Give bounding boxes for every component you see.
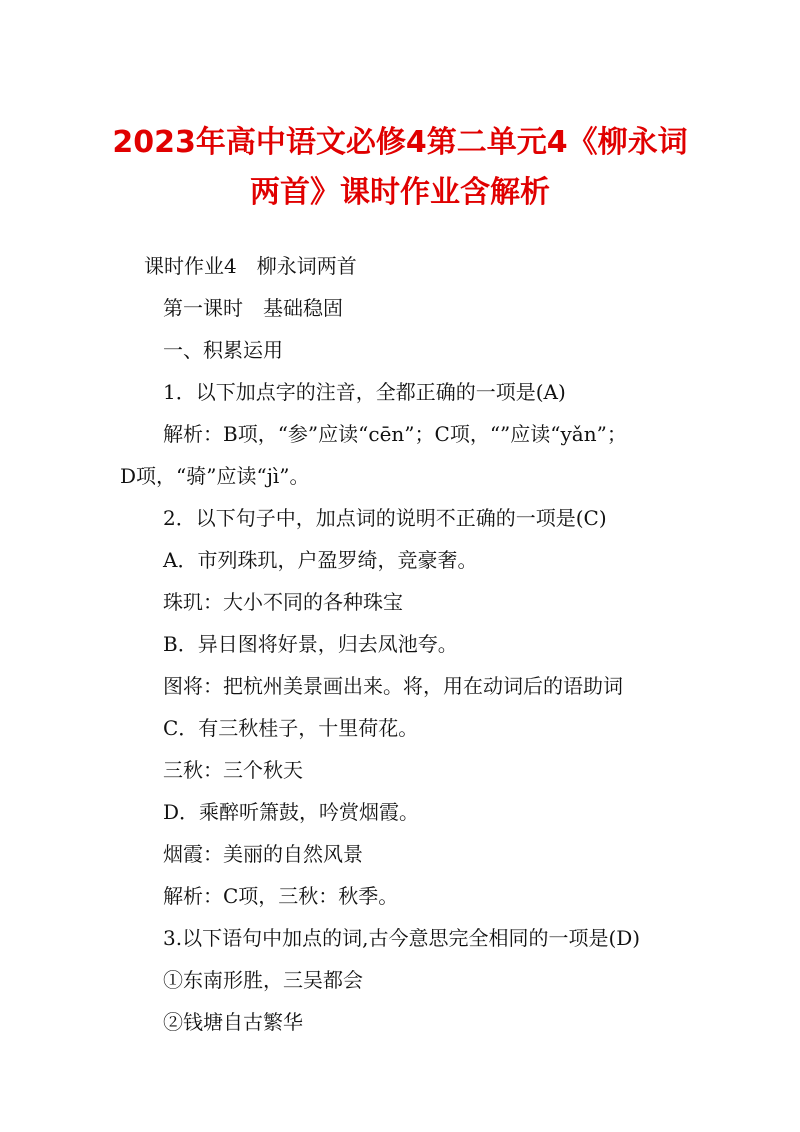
- question-2-option-d: D．乘醉听箫鼓，吟赏烟霞。: [163, 800, 420, 824]
- question-3-item-2: ②钱塘自古繁华: [163, 1010, 303, 1034]
- document-title-line-2: 两首》课时作业含解析: [250, 175, 550, 210]
- question-1-analysis-line-2: D项，“骑”应读“jì”。: [120, 464, 310, 488]
- question-2-option-c: C．有三秋桂子，十里荷花。: [163, 716, 419, 740]
- question-1: 1．以下加点字的注音，全都正确的一项是(A): [163, 380, 566, 404]
- document-title-line-1: 2023年高中语文必修4第二单元4《柳永词: [112, 125, 688, 160]
- question-2-option-c-note: 三秋：三个秋天: [163, 758, 303, 782]
- question-2-analysis: 解析：C项，三秋：秋季。: [163, 884, 399, 908]
- question-2-option-d-note: 烟霞：美丽的自然风景: [163, 842, 363, 866]
- section-heading: 第一课时 基础稳固: [163, 296, 343, 320]
- question-2-option-a: A．市列珠玑，户盈罗绮，竞豪奢。: [163, 548, 478, 572]
- question-2: 2．以下句子中，加点词的说明不正确的一项是(C): [163, 506, 607, 530]
- part-heading: 一、积累运用: [163, 338, 283, 362]
- exercise-heading: 课时作业4 柳永词两首: [144, 254, 357, 278]
- question-2-option-b: B．异日图将好景，归去凤池夸。: [163, 632, 458, 656]
- question-2-option-b-note: 图将：把杭州美景画出来。将，用在动词后的语助词: [163, 674, 623, 698]
- question-2-option-a-note: 珠玑：大小不同的各种珠宝: [163, 590, 403, 614]
- question-3: 3.以下语句中加点的词,古今意思完全相同的一项是(D): [163, 926, 641, 950]
- question-1-analysis-line-1: 解析：B项，“参”应读“cēn”；C项，“”应读“yǎn”；: [163, 422, 627, 446]
- question-3-item-1: ①东南形胜，三吴都会: [163, 968, 363, 992]
